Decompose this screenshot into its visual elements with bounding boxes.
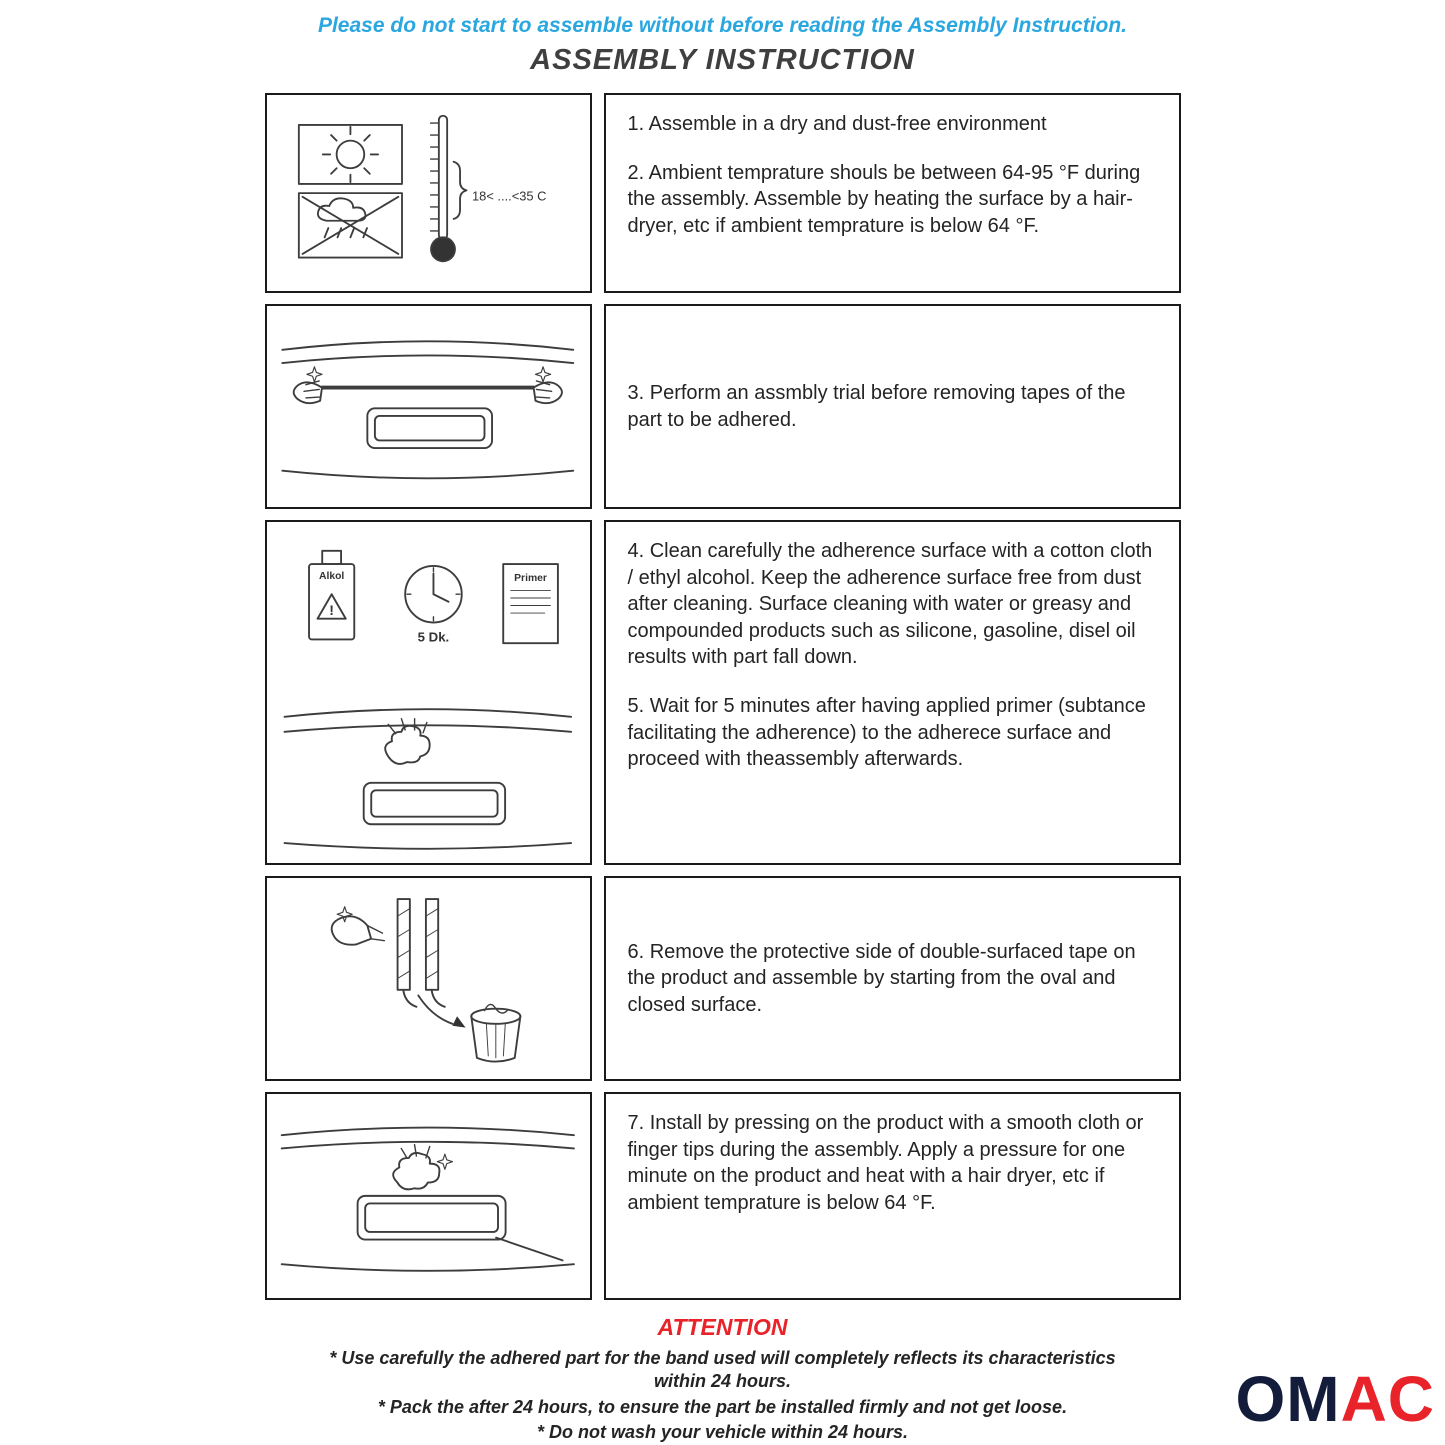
illustration-cell-5 [265, 1092, 592, 1300]
no-rain-icon [303, 197, 399, 254]
bumper-line [283, 471, 574, 479]
alcohol-label: Alkol [319, 571, 345, 583]
instruction-text-cell-5 [604, 1092, 1181, 1300]
attention-item: * Use carefully the adhered part for the band used will completely reflects its characteristics within 24 hours. [329, 1348, 1116, 1392]
instruction-paragraph: 7. Install by pressing on the product with a smooth cloth or finger tips during the assembly. Apply a pressure for one minute on the product and heat with a hair dryer, etc if ambient temprature is below 64 °F. [627, 1112, 1144, 1214]
instruction-paragraph: 1. Assemble in a dry and dust-free environment [627, 113, 1047, 135]
trial-fit-illustration [276, 312, 580, 501]
range-brace [454, 162, 467, 219]
bumper-line [285, 843, 572, 849]
plate-recess [368, 408, 493, 448]
illustration-cell-4 [265, 876, 592, 1081]
instruction-paragraph: 2. Ambient temprature shouls be between 64-95 °F during the assembly. Assemble by heating the surface by a hair-dryer, etc if ambient temprature is below 64 °F. [627, 161, 1141, 237]
instruction-text-cell-3 [604, 520, 1181, 865]
sparkle-icon [536, 367, 551, 382]
illustration-cell-2 [265, 304, 592, 509]
instruction-paragraph: 6. Remove the protective side of double-surfaced tape on the product and assemble by starting from the oval and closed surface. [627, 940, 1136, 1016]
instruction-row-5 [265, 1092, 1181, 1300]
page-title: ASSEMBLY INSTRUCTION [530, 44, 915, 76]
clock-label: 5 Dk. [417, 629, 450, 645]
trunk-lines [283, 341, 574, 363]
instruction-table [265, 93, 1181, 1300]
instruction-row-3 [265, 520, 1181, 865]
omac-logo [1235, 1363, 1435, 1435]
pressing-hand-icon [393, 1145, 452, 1190]
top-notice: Please do not start to assemble without before reading the Assembly Instruction. [317, 14, 1128, 37]
trunk-lines [285, 709, 572, 732]
primer-label: Primer [514, 573, 548, 585]
instruction-text-cell-4 [604, 876, 1181, 1081]
illustration-cell-3 [265, 520, 592, 865]
sun-icon [323, 127, 378, 182]
cleaning-illustration [276, 532, 580, 853]
instruction-row-1 [265, 93, 1181, 293]
temperature-range-label: 18< ....<35 C [472, 188, 547, 204]
instruction-paragraph: 4. Clean carefully the adherence surface with a cotton cloth / ethyl alcohol. Keep the adherence surface free from dust after cleaning. Surface cleaning with water or greasy and compounded products such as silicone, gasoline, disel oil results with part fall down. [627, 540, 1153, 669]
plate-recess [358, 1196, 506, 1240]
instruction-paragraph: 3. Perform an assmbly trial before removing tapes of the part to be adhered. [627, 381, 1126, 431]
tape-removal-illustration [276, 884, 580, 1073]
attention-item: * Do not wash your vehicle within 24 hours. [536, 1422, 909, 1443]
trunk-lines [282, 1128, 574, 1149]
attention-section [303, 1314, 1143, 1445]
instruction-text-cell-2 [604, 304, 1181, 509]
clock-icon [405, 566, 462, 623]
illustration-cell-1 [265, 93, 592, 293]
bumper-line [282, 1264, 574, 1271]
sparkle-icon [307, 367, 322, 382]
instruction-row-4 [265, 876, 1181, 1081]
logo-text-dark: OM [1235, 1363, 1341, 1435]
alcohol-bottle-icon [309, 551, 354, 640]
right-hand-icon [534, 367, 562, 403]
temperature-illustration [276, 101, 580, 285]
instruction-row-2 [265, 304, 1181, 509]
trim-strips [398, 899, 445, 1007]
trash-can-icon [471, 1004, 520, 1061]
instruction-paragraph: 5. Wait for 5 minutes after having applied primer (subtance facilitating the adherence) to the adherece surface and proceed with theassembly afterwards. [627, 694, 1146, 771]
logo-text-red: AC [1340, 1363, 1435, 1435]
warning-mark: ! [329, 602, 335, 619]
press-install-illustration [276, 1100, 580, 1292]
arrow-head [453, 1016, 466, 1027]
attention-title: ATTENTION [657, 1314, 788, 1340]
left-hand-icon [294, 367, 322, 403]
attention-item: * Pack the after 24 hours, to ensure the part be installed firmly and not get loose. [377, 1396, 1068, 1417]
plate-recess [364, 783, 505, 824]
cloth-edge [496, 1238, 562, 1261]
instruction-text-cell-1 [604, 93, 1181, 293]
peeling-hand-icon [332, 907, 385, 945]
thermometer-icon [431, 116, 455, 262]
